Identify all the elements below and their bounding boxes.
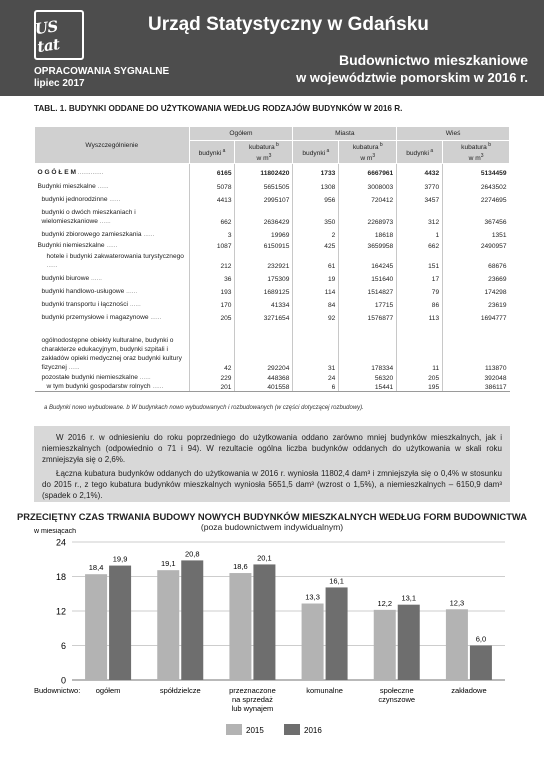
bar-2015 bbox=[85, 574, 107, 680]
table-cell: 2636429 bbox=[235, 204, 293, 226]
table-cell: 205 bbox=[189, 309, 235, 322]
subheader-budynki: budynki $^a$ bbox=[397, 141, 443, 164]
subheader-kubatura: kubatura $^b$ w $m^3$ bbox=[443, 141, 510, 164]
x-tick-label: ogółem bbox=[95, 686, 121, 695]
table-row bbox=[35, 180, 510, 191]
table-row bbox=[35, 250, 510, 270]
y-tick-label: 0 bbox=[60, 675, 66, 686]
table-cell: 31 bbox=[293, 322, 339, 372]
table-cell: 11 bbox=[397, 322, 443, 372]
table-cell: 1733 bbox=[293, 164, 339, 180]
data-label: 16,1 bbox=[329, 576, 344, 586]
table-row bbox=[35, 322, 510, 372]
table-cell: 662 bbox=[397, 239, 443, 250]
row-label: budynki biurowe ...... bbox=[41, 274, 102, 282]
x-tick-label: przeznaczone bbox=[229, 686, 276, 695]
table-cell: 23619 bbox=[443, 296, 510, 309]
table-cell: 151 bbox=[397, 250, 443, 270]
table-title: TABL. 1. BUDYNKI ODDANE DO UŻYTKOWANIA WEDŁUG RODZAJÓW BUDYNKÓW W 2016 R. bbox=[34, 104, 403, 113]
table-cell: 1694777 bbox=[443, 309, 510, 322]
row-label: ogólnodostępne obiekty kulturalne, budynki o charakterze edukacyjnym, budynki szpitali i zakładów opieki medycznej oraz budynki kultury fizycznej ...... bbox=[41, 336, 182, 371]
table-cell: 174298 bbox=[443, 283, 510, 296]
table-row bbox=[35, 239, 510, 250]
bar-2016 bbox=[398, 605, 420, 680]
table-cell: 11802420 bbox=[235, 164, 293, 180]
table-cell: 61 bbox=[293, 250, 339, 270]
legend-label: 2015 bbox=[246, 726, 264, 735]
table-cell: 229 bbox=[189, 372, 235, 382]
logo bbox=[34, 10, 84, 60]
table-row bbox=[35, 296, 510, 309]
table-row bbox=[35, 164, 510, 180]
y-tick-label: 6 bbox=[60, 641, 66, 651]
table-cell: 195 bbox=[397, 382, 443, 392]
buildings-table bbox=[34, 126, 510, 392]
table-cell: 6667961 bbox=[339, 164, 397, 180]
table-cell: 79 bbox=[397, 283, 443, 296]
page-title: Urząd Statystyczny w Gdańsku bbox=[148, 14, 429, 35]
y-axis-label: w miesiącach bbox=[34, 528, 77, 535]
bar-chart bbox=[0, 528, 544, 768]
subtitle-line1: Budownictwo mieszkaniowe bbox=[338, 52, 528, 68]
data-label: 18,4 bbox=[88, 563, 104, 573]
table-row bbox=[35, 309, 510, 322]
table-cell: 1576877 bbox=[339, 309, 397, 322]
table-cell: 170 bbox=[189, 296, 235, 309]
table-cell: 4413 bbox=[189, 191, 235, 204]
data-label: 20,1 bbox=[257, 553, 272, 563]
table-cell: 68676 bbox=[443, 250, 510, 270]
summary-paragraph-1: W 2016 r. w odniesieniu do roku poprzedniego do użytkowania oddano zarówno mniej budynków mieszkalnych, jak i niemieszkalnych (odpowiednio o 71 i 94). W rezultacie ogólna liczba budynków oddanych do użytkowania w skali roku zmniejszyła się o 2,6%. bbox=[42, 433, 502, 464]
table-cell: 3770 bbox=[397, 180, 443, 191]
table-cell: 23669 bbox=[443, 270, 510, 283]
chart-title: PRZECIĘTNY CZAS TRWANIA BUDOWY NOWYCH BUDYNKÓW MIESZKALNYCH WEDŁUG FORM BUDOWNICTWA bbox=[16, 511, 528, 522]
table-cell: 3457 bbox=[397, 191, 443, 204]
subheader-budynki: budynki $^a$ bbox=[293, 141, 339, 164]
table-cell: 448368 bbox=[235, 372, 293, 382]
table-cell: 1514827 bbox=[339, 283, 397, 296]
row-label: hotele i budynki zakwaterowania turystycznego ...... bbox=[46, 252, 184, 269]
row-label: w tym budynki gospodarstw rolnych ...... bbox=[35, 382, 190, 392]
subtitle-line2: w województwie pomorskim w 2016 r. bbox=[296, 70, 528, 85]
table-cell: 2274695 bbox=[443, 191, 510, 204]
table-cell: 350 bbox=[293, 204, 339, 226]
data-label: 20,8 bbox=[184, 549, 200, 559]
table-cell: 17 bbox=[397, 270, 443, 283]
table-cell: 193 bbox=[189, 283, 235, 296]
table-cell: 2490957 bbox=[443, 239, 510, 250]
table-cell: 1351 bbox=[443, 226, 510, 239]
table-row bbox=[35, 283, 510, 296]
bar-2016 bbox=[470, 646, 492, 681]
table-cell: 386117 bbox=[443, 382, 510, 392]
table-cell: 36 bbox=[189, 270, 235, 283]
x-tick-label: czynszowe bbox=[378, 695, 416, 704]
legend-swatch-2016 bbox=[284, 724, 300, 735]
table-cell: 401558 bbox=[235, 382, 293, 392]
row-label: budynki jednorodzinne ...... bbox=[41, 195, 121, 203]
x-axis-prefix: Budownictwo: bbox=[34, 686, 81, 695]
table-cell: 4432 bbox=[397, 164, 443, 180]
row-label: budynki o dwóch mieszkaniach i wielomieszkaniowe ...... bbox=[41, 208, 136, 225]
publication-date: lipiec 2017 bbox=[34, 78, 85, 89]
table-cell: 42 bbox=[189, 322, 235, 372]
summary-box bbox=[34, 426, 510, 502]
table-cell: 56320 bbox=[339, 372, 397, 382]
bar-2016 bbox=[109, 566, 131, 680]
table-cell: 41334 bbox=[235, 296, 293, 309]
bar-2015 bbox=[157, 570, 179, 680]
x-tick-label: zakładowe bbox=[451, 686, 487, 695]
legend-label: 2016 bbox=[304, 726, 322, 735]
table-row bbox=[35, 270, 510, 283]
table-row bbox=[35, 382, 510, 392]
table-cell: 24 bbox=[293, 372, 339, 382]
data-label: 13,1 bbox=[401, 593, 417, 603]
table-cell: 86 bbox=[397, 296, 443, 309]
table-cell: 2995107 bbox=[235, 191, 293, 204]
table-cell: 3659958 bbox=[339, 239, 397, 250]
table-cell: 6150915 bbox=[235, 239, 293, 250]
table-cell: 178334 bbox=[339, 322, 397, 372]
data-label: 19,1 bbox=[160, 559, 176, 569]
table-cell: 1689125 bbox=[235, 283, 293, 296]
table-cell: 1308 bbox=[293, 180, 339, 191]
table-cell: 6165 bbox=[189, 164, 235, 180]
table-cell: 113870 bbox=[443, 322, 510, 372]
table-cell: 6 bbox=[293, 382, 339, 392]
bar-2016 bbox=[326, 587, 348, 680]
row-label: O G Ó Ł E M .............. bbox=[37, 168, 104, 176]
y-tick-label: 12 bbox=[55, 606, 66, 617]
table-cell: 19969 bbox=[235, 226, 293, 239]
table-cell: 2 bbox=[293, 226, 339, 239]
table-cell: 92 bbox=[293, 309, 339, 322]
data-label: 18,6 bbox=[233, 562, 248, 572]
subheader-kubatura: kubatura $^b$ w $m^3$ bbox=[235, 141, 293, 164]
table-row bbox=[35, 204, 510, 226]
column-group-total: Ogółem bbox=[189, 127, 293, 141]
table-cell: 956 bbox=[293, 191, 339, 204]
table-cell: 5651505 bbox=[235, 180, 293, 191]
table-cell: 232921 bbox=[235, 250, 293, 270]
subheader-kubatura: kubatura $^b$ w $m^3$ bbox=[339, 141, 397, 164]
table-cell: 3 bbox=[189, 226, 235, 239]
table-cell: 151640 bbox=[339, 270, 397, 283]
y-tick-label: 18 bbox=[55, 572, 66, 582]
row-label: Budynki mieszkalne ...... bbox=[37, 182, 109, 190]
row-label: budynki transportu i łączności ...... bbox=[41, 300, 141, 308]
chart-subtitle: (poza budownictwem indywidualnym) bbox=[200, 522, 344, 532]
table-body bbox=[35, 164, 510, 392]
table-cell: 5078 bbox=[189, 180, 235, 191]
table-cell: 662 bbox=[189, 204, 235, 226]
table-cell: 392048 bbox=[443, 372, 510, 382]
table-cell: 114 bbox=[293, 283, 339, 296]
table-cell: 367456 bbox=[443, 204, 510, 226]
table-cell: 1087 bbox=[189, 239, 235, 250]
column-group-rural: Wieś bbox=[397, 127, 510, 141]
row-label: pozostałe budynki niemieszkalne ...... bbox=[41, 373, 151, 381]
table-cell: 175309 bbox=[235, 270, 293, 283]
table-cell: 425 bbox=[293, 239, 339, 250]
x-tick-label: spółdzielcze bbox=[159, 686, 201, 695]
table-footnote: a Budynki nowo wybudowane. b W budynkach nowo wybudowanych i rozbudowanych (w części dotyczącej rozbudowy). bbox=[44, 405, 364, 411]
table-cell: 17715 bbox=[339, 296, 397, 309]
data-label: 12,3 bbox=[449, 598, 465, 608]
table-cell: 164245 bbox=[339, 250, 397, 270]
x-tick-label: lub wynajem bbox=[231, 704, 274, 713]
table-cell: 84 bbox=[293, 296, 339, 309]
y-tick-label: 24 bbox=[55, 537, 66, 548]
bar-2015 bbox=[229, 573, 251, 680]
data-label: 13,3 bbox=[305, 592, 320, 602]
bar-2015 bbox=[374, 610, 396, 680]
table-row bbox=[35, 191, 510, 204]
logo-text: US tat bbox=[33, 17, 61, 57]
bar-2016 bbox=[181, 560, 203, 680]
data-label: 6,0 bbox=[475, 634, 487, 644]
column-group-cities: Miasta bbox=[293, 127, 397, 141]
bar-2015 bbox=[446, 609, 468, 680]
x-tick-label: na sprzedaż bbox=[231, 695, 273, 704]
table-cell: 2643502 bbox=[443, 180, 510, 191]
table-row bbox=[35, 372, 510, 382]
page-header bbox=[0, 0, 544, 96]
column-header-spec: Wyszczególnienie bbox=[35, 127, 190, 164]
bar-2015 bbox=[302, 604, 324, 680]
table-cell: 5134459 bbox=[443, 164, 510, 180]
table-cell: 18618 bbox=[339, 226, 397, 239]
table-cell: 15441 bbox=[339, 382, 397, 392]
data-label: 12,2 bbox=[377, 598, 393, 608]
table-cell: 720412 bbox=[339, 191, 397, 204]
legend-swatch-2015 bbox=[226, 724, 242, 735]
summary-paragraph-2: Łączna kubatura budynków oddanych do użytkowania w 2016 r. wyniosła 11802,4 dam³ i zmniejszyła się o 0,4% w stosunku do 2015 r., z tego kubatura budynków mieszkalnych wyniosła 5651,5 dam³ (wzrost o 1,5%), a niemieszkalnych – 6150,9 dam³ (spadek o 2,1%). bbox=[42, 469, 502, 500]
table-cell: 2268973 bbox=[339, 204, 397, 226]
row-label: budynki handlowo-usługowe ...... bbox=[41, 287, 138, 295]
data-label: 19,9 bbox=[112, 554, 128, 564]
table-cell: 3008003 bbox=[339, 180, 397, 191]
x-tick-label: komunalne bbox=[306, 686, 343, 695]
row-label: Budynki niemieszkalne ...... bbox=[37, 241, 118, 249]
bar-2016 bbox=[253, 564, 275, 680]
row-label: budynki zbiorowego zamieszkania ...... bbox=[41, 230, 155, 238]
subheader-budynki: budynki $^a$ bbox=[189, 141, 235, 164]
table-cell: 113 bbox=[397, 309, 443, 322]
table-cell: 205 bbox=[397, 372, 443, 382]
series-name: OPRACOWANIA SYGNALNE bbox=[34, 66, 170, 77]
table-cell: 19 bbox=[293, 270, 339, 283]
table-cell: 312 bbox=[397, 204, 443, 226]
x-tick-label: społeczne bbox=[379, 686, 414, 695]
row-label: budynki przemysłowe i magazynowe ...... bbox=[41, 313, 162, 321]
table-cell: 201 bbox=[189, 382, 235, 392]
table-cell: 1 bbox=[397, 226, 443, 239]
table-cell: 212 bbox=[189, 250, 235, 270]
table-cell: 292204 bbox=[235, 322, 293, 372]
table-cell: 3271654 bbox=[235, 309, 293, 322]
table-row bbox=[35, 226, 510, 239]
